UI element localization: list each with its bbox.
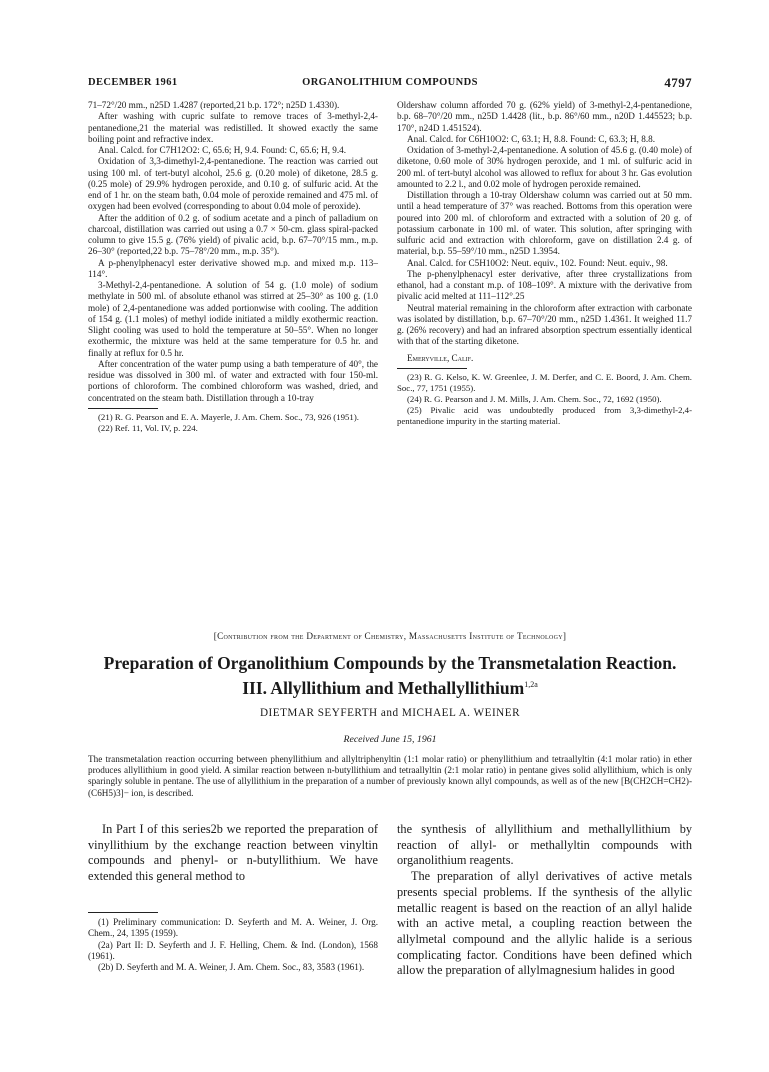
paragraph: Oxidation of 3-methyl-2,4-pentanedione. A solution of 45.6 g. (0.40 mole) of diketone, 0.60 mole of 30% hydrogen peroxide, and 1 ml. of sulfuric acid in 200 ml. of tert-butyl alcohol was allowed to reflux for about 3 hr. Gas evolution amounted to 2.2 l., and 0.02 mole of hydrogen peroxide remained.	[397, 145, 692, 189]
footnote-divider	[397, 368, 467, 369]
footnote: (2a) Part II: D. Seyferth and J. F. Helling, Chem. & Ind. (London), 1568 (1961).	[88, 939, 378, 961]
received-date: Received June 15, 1961	[343, 734, 437, 745]
location: Emeryville, Calif.	[407, 352, 474, 363]
footnote: (25) Pivalic acid was undoubtedly produced from 3,3-dimethyl-2,4-pentanedione impurity in the starting material.	[397, 404, 692, 426]
paragraph: The p-phenylphenacyl ester derivative, after three crystallizations from ethanol, had a constant m.p. of 108–109°. A mixture with the derivative from pivalic acid melted at 111–112°.25	[397, 268, 692, 302]
footnote: (2b) D. Seyferth and M. A. Weiner, J. Am. Chem. Soc., 83, 3583 (1961).	[98, 962, 365, 973]
page-number: 4797	[664, 75, 692, 90]
title-line-2: III. Allyllithium and Methallyllithium$^{1,2a}$	[242, 677, 538, 698]
paragraph: the synthesis of allyllithium and methallyllithium by reaction of allyl- or methallyltin compounds with organolithium reagents.	[397, 822, 692, 868]
title-line-1: Preparation of Organolithium Compounds by the Transmetalation Reaction.	[103, 653, 677, 673]
experimental-column-right	[397, 100, 692, 427]
contribution-line: [Contribution from the Department of Chemistry, Massachusetts Institute of Technology]	[213, 631, 567, 641]
paragraph: Anal. Calcd. for C6H10O2: C, 63.1; H, 8.8. Found: C, 63.3; H, 8.8.	[407, 133, 656, 144]
footnote: (22) Ref. 11, Vol. IV, p. 224.	[98, 422, 198, 433]
paragraph: The preparation of allyl derivatives of active metals presents special problems. If the synthesis of the allylic metallic reagent is based on the reaction of an allyl halide with an active metal, a coupling reaction between the allylmetal compound and the allylic halide is a serious complicating factor. Conditions have been defined which allow the preparation of allylmagnesium halides in good	[397, 869, 692, 978]
header-title: ORGANOLITHIUM COMPOUNDS	[302, 77, 478, 88]
abstract: The transmetalation reaction occurring between phenyllithium and allyltriphenyltin (1:1 molar ratio) or phenyllithium and tetraallyltin (4:1 molar ratio) in ether produces allyllithium in good yield. A similar reaction between n-butyllithium and tetraallyltin (2:1 molar ratio) in pentane gives solid allyllithium, which is only sparingly soluble in pentane. The use of allyllithium in the preparation of a number of previously known allyl compounds, as well as of the new [B(CH2CH=CH2)-(C6H5)3]− ion, is described.	[88, 754, 692, 798]
paragraph: A p-phenylphenacyl ester derivative showed m.p. and mixed m.p. 113–114°.	[88, 257, 378, 279]
paragraph: After the addition of 0.2 g. of sodium acetate and a pinch of palladium on charcoal, distillation was carried out using a 0.7 × 50-cm. glass spiral-packed column to give 15.5 g. (76% yield) of pivalic acid, b.p. 67–70°/15 mm., m.p. 26–30° (reported,22 b.p. 75–78°/20 mm., m.p. 35°).	[88, 212, 378, 257]
footnote: (21) R. G. Pearson and E. A. Mayerle, J. Am. Chem. Soc., 73, 926 (1951).	[98, 411, 359, 422]
paragraph: 71–72°/20 mm., n25D 1.4287 (reported,21 b.p. 172°; n25D 1.4330).	[88, 100, 340, 110]
article-title	[88, 652, 692, 699]
footnote: (24) R. G. Pearson and J. M. Mills, J. Am. Chem. Soc., 72, 1692 (1950).	[407, 393, 662, 404]
footnote: (1) Preliminary communication: D. Seyferth and M. A. Weiner, J. Org. Chem., 24, 1395 (1959).	[88, 917, 378, 939]
paragraph: Distillation through a 10-tray Oldershaw column was carried out at 50 mm. until a head temperature of 37° was reached. Bottoms from this operation were poured into 200 ml. of chloroform and extracted with a solution of 20 g. of potassium carbonate in 100 ml. of water. This solution, after springing with sulfuric acid and extraction with chloroform, gave on distillation 2.4 g. of material, b.p. 55–59°/10 mm., n25D 1.3954.	[397, 190, 692, 257]
paragraph: After concentration of the water pump using a bath temperature of 40°, the residue was dissolved in 300 ml. of water and extracted with four 150-ml. portions of chloroform. The combined chloroform was washed, dried, and concentrated on the steam bath. Distillation through a 10-tray	[88, 358, 378, 403]
running-header	[88, 77, 692, 91]
paragraph: Oxidation of 3,3-dimethyl-2,4-pentanedione. The reaction was carried out using 100 ml. of tert-butyl alcohol, 25.6 g. (0.20 mole) of diketone, 28.5 g. (0.25 mole) of 29.9% hydrogen peroxide, and 0.10 g. of sulfuric acid. At the end of 1 hr. on the steam bath, 0.04 mole of peroxide remained and 475 ml. of oxygen had been evolved (corresponding to about 0.04 mole of peroxide).	[88, 156, 378, 212]
authors: DIETMAR SEYFERTH and MICHAEL A. WEINER	[259, 707, 521, 719]
footnote: (23) R. G. Kelso, K. W. Greenlee, J. M. Derfer, and C. E. Boord, J. Am. Chem. Soc., 77, 1751 (1955).	[397, 371, 692, 393]
footnotes-left	[88, 912, 378, 973]
paragraph: Oldershaw column afforded 70 g. (62% yield) of 3-methyl-2,4-pentanedione, b.p. 68–70°/20 mm., n25D 1.4428 (lit., b.p. 86°/60 mm., n20D 1.445523; b.p. 170°, n24D 1.451524).	[397, 100, 692, 133]
paragraph: After washing with cupric sulfate to remove traces of 3-methyl-2,4-pentanedione,21 the material was redistilled. It showed exactly the same boiling point and refractive index.	[88, 111, 378, 144]
paragraph: 3-Methyl-2,4-pentanedione. A solution of 54 g. (1.0 mole) of sodium methylate in 500 ml. of absolute ethanol was stirred at 25–30° as 100 g. (1.0 mole) of 2,4-pentanedione was added portionwise with cooling. The addition of 154 g. (1.1 moles) of methyl iodide initiated a mildly exothermic reaction. Slight cooling was used to hold the temperature at 50–55°. When no longer exothermic, the mixture was held at the same temperature for 0.5 hr. and finally at reflux for 0.5 hr.	[88, 280, 378, 358]
footnote-divider	[88, 408, 158, 409]
paragraph: Anal. Calcd. for C5H10O2: Neut. equiv., 102. Found: Neut. equiv., 98.	[407, 257, 668, 268]
header-date: DECEMBER 1961	[88, 77, 178, 88]
body-column-left	[88, 822, 378, 885]
body-column-right	[397, 822, 692, 979]
paragraph: In Part I of this series2b we reported the preparation of vinyllithium by the exchange reaction between vinyltin compounds and phenyl- or n-butyllithium. We have extended this general method to	[88, 822, 378, 884]
paragraph: Neutral material remaining in the chloroform after extraction with carbonate was isolated by distillation, b.p. 67–70°/20 mm., n25D 1.4361. It weighed 11.7 g. (26% recovery) and had an infrared absorption spectrum essentially identical with that of the starting diketone.	[397, 302, 692, 347]
experimental-column-left	[88, 100, 378, 434]
paragraph: Anal. Calcd. for C7H12O2: C, 65.6; H, 9.4. Found: C, 65.6; H, 9.4.	[98, 145, 347, 155]
footnote-divider	[88, 912, 158, 913]
